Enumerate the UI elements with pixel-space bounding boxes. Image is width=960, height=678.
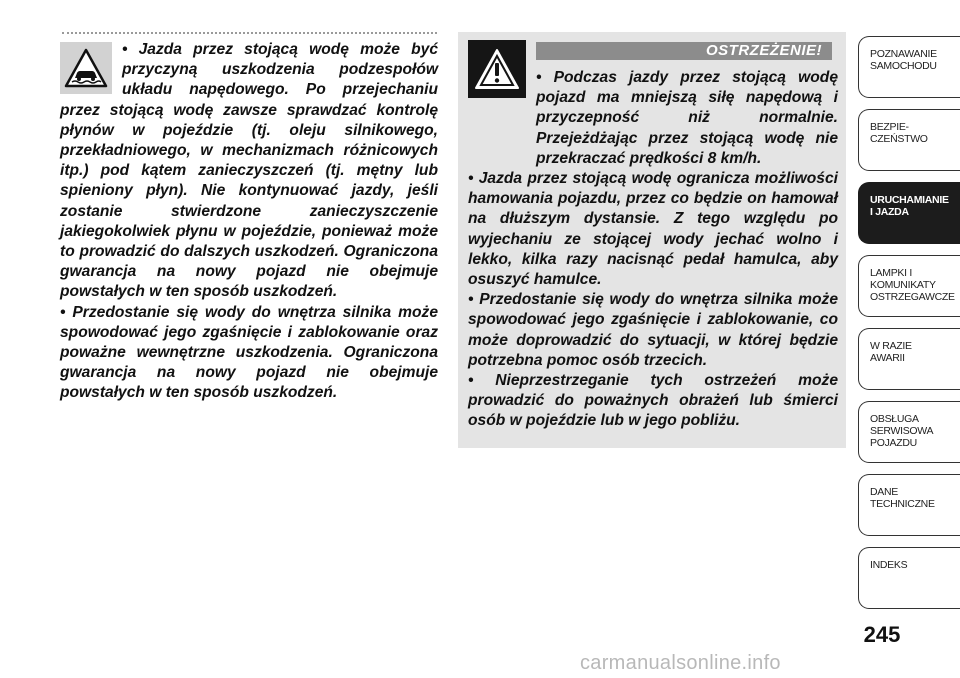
watermark-text: carmanualsonline.info [580, 652, 781, 674]
left-text-column [60, 40, 438, 404]
nav-tab-dane-techniczne[interactable]: DANE TECHNICZNE [858, 474, 960, 536]
nav-tab-poznawanie-samochodu[interactable]: POZNAWANIE SAMOCHODU [858, 36, 960, 98]
warning-paragraph-1: • Podczas jazdy przez stojącą wodę pojazd ma mniejszą siłę napędową i przyczepność niż normalnie. Przejeżdżając przez stojącą wodę nie przekraczać prędkości 8 km/h. [536, 69, 838, 167]
car-in-water-caution-icon [60, 42, 112, 94]
nav-tab-lampki-i-komunikaty[interactable]: LAMPKI I KOMUNIKATY OSTRZEGAWCZE [858, 255, 960, 317]
nav-tab-indeks[interactable]: INDEKS [858, 547, 960, 609]
warning-paragraph-4: • Nieprzestrzeganie tych ostrzeżeń może prowadzić do poważnych obrażeń lub śmierci osób w pojeździe lub w jego pobliżu. [468, 372, 838, 430]
nav-tab-bezpieczenstwo[interactable]: BEZPIE- CZEŃSTWO [858, 109, 960, 171]
nav-tab-w-razie-awarii[interactable]: W RAZIE AWARII [858, 328, 960, 390]
left-paragraph-2: • Przedostanie się wody do wnętrza silnika może spowodować jego zgaśnięcie i zablokowanie oraz poważne wewnętrzne uszkodzenia. Ograniczona gwarancja na nowy pojazd nie obejmuje powstałych w ten sposób uszkodzeń. [60, 303, 438, 402]
left-paragraph-1: • Jazda przez stojącą wodę może być przyczyną uszkodzenia podzespołów układu napędowego. Po przejechaniu przez stojącą wodę zawsze sprawdzać kontrolę płynów w pojeździe (tj. oleju silnikowego, przekładniowego, w mechanizmach różnicowych itp.) pod kątem zanieczyszczeń (tj. mętny lub spieniony płyn). Nie kontynuować jazdy, jeśli zostanie stwierdzone zanieczyszczenie jakiegokolwiek płynu w pojeździe, ponieważ może to prowadzić do dalszych uszkodzeń. Ograniczona gwarancja na nowy pojazd nie obejmuje powstałych w ten sposób uszkodzeń. [60, 41, 438, 301]
page-number: 245 [863, 622, 901, 647]
warning-body [468, 68, 838, 432]
nav-tab-obsluga-serwisowa[interactable]: OBSŁUGA SERWISOWA POJAZDU [858, 401, 960, 463]
top-dotted-rule [62, 32, 437, 34]
warning-panel [458, 32, 846, 448]
warning-paragraph-3: • Przedostanie się wody do wnętrza silnika może spowodować jego zgaśnięcie i zablokowanie, co może doprowadzić do sytuacji, w której będzie potrzebna pomoc osób trzecich. [468, 291, 838, 369]
warning-paragraph-2: • Jazda przez stojącą wodę ogranicza możliwości hamowania pojazdu, przez co będzie on hamował na dłuższym dystansie. Z tego względu po wyjechaniu ze stojącej wody jechać wolno i lekko, kilka razy nacisnąć pedał hamulca, aby osuszyć hamulce. [468, 170, 838, 289]
nav-tab-uruchamianie-i-jazda[interactable]: URUCHAMIANIE I JAZDA [858, 182, 960, 244]
warning-title: OSTRZEŻENIE! [536, 42, 832, 60]
